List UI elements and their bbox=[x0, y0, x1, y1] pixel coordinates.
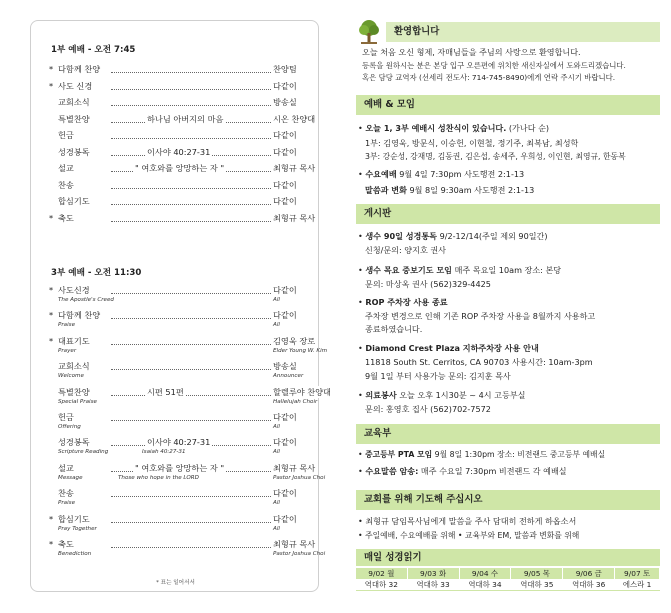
program-row bbox=[49, 411, 311, 423]
program-row bbox=[49, 335, 316, 347]
dot-leader bbox=[111, 179, 271, 189]
program-item-leader: 방송실 bbox=[273, 97, 297, 107]
program-row bbox=[49, 129, 311, 141]
program-row bbox=[49, 284, 311, 296]
english-leader: Elder Young W. Kim bbox=[273, 347, 328, 354]
english-label: Benediction bbox=[58, 551, 92, 557]
reading-passage: 역대하 35 bbox=[511, 579, 563, 591]
dot-leader bbox=[111, 411, 271, 421]
program-row-english bbox=[58, 525, 320, 534]
program-row-english bbox=[58, 296, 320, 305]
program-item-label: 특별찬양 bbox=[58, 386, 90, 397]
board-item-b-line-2: 문의: 마상옥 권사 (562)329-4425 bbox=[365, 279, 491, 289]
program-row bbox=[49, 80, 311, 92]
prayer-line-1: • 최형규 담임목사님에게 말씀을 주사 담대히 전하게 하옵소서 bbox=[358, 516, 577, 526]
board-item-d: • Diamond Crest Plaza 지하주차장 사용 안내 bbox=[358, 343, 539, 353]
program-row-english bbox=[58, 372, 320, 381]
program-item-label: 다함께 찬양 bbox=[58, 310, 101, 321]
program-item-leader: 김영욱 장로 bbox=[273, 335, 316, 346]
program-item-detail: " 여호와를 앙망하는 자 " bbox=[135, 163, 225, 173]
education-item-b: • 수요말씀 암송: 매주 수요일 7:30pm 비전랜드 각 예배실 bbox=[358, 466, 567, 476]
dot-leader bbox=[111, 513, 271, 523]
program-item-label: 사도신경 bbox=[58, 285, 90, 295]
prayer-line-2: • 주일예배, 수요예배를 위해 • 교육부와 EM, 말씀과 변화를 위해 bbox=[358, 531, 580, 540]
program-item-leader: 방송실 bbox=[273, 361, 297, 372]
program-item-detail: 하나님 아버지의 마음 bbox=[147, 113, 224, 124]
reading-date: 9/06 금 bbox=[563, 568, 615, 579]
education-header: 교육부 bbox=[356, 424, 660, 444]
program-row bbox=[49, 436, 311, 448]
program-item-label: 찬송 bbox=[58, 179, 74, 190]
program-row bbox=[49, 212, 316, 224]
board-item-e-line-2: 문의: 홍영호 집사 (562)702-7572 bbox=[365, 404, 491, 414]
board-item-c-line-2: 주차장 변경으로 인해 기존 ROP 주차장 사용을 8월까지 사용하고 bbox=[365, 311, 596, 321]
board-item-e: • 의료봉사 오늘 오후 1시30분 ~ 4시 고등부실 bbox=[358, 390, 526, 400]
board-item-d-line-2: 11818 South St. Cerritos, CA 90703 사용시간: 10am-3pm bbox=[365, 357, 593, 367]
board-item-c-line-3: 종료하였습니다. bbox=[365, 324, 423, 334]
program-item-label: 찬송 bbox=[58, 488, 74, 499]
program-row bbox=[49, 113, 316, 125]
reading-passage: 역대하 32 bbox=[356, 579, 407, 591]
program-item-label: 교회소식 bbox=[58, 97, 90, 107]
program-item-label: 헌금 bbox=[58, 130, 74, 140]
english-detail: Isaiah 40:27-31 bbox=[142, 449, 186, 456]
program-item-label: 특별찬양 bbox=[58, 113, 90, 124]
program-row-english bbox=[58, 321, 320, 330]
program-item-label: 축도 bbox=[58, 539, 74, 549]
prayer-header: 교회를 위해 기도해 주십시오 bbox=[356, 490, 660, 510]
program-row-english bbox=[58, 347, 328, 356]
program-row bbox=[49, 309, 311, 321]
program-item-leader: 다같이 bbox=[273, 437, 297, 448]
english-leader: All bbox=[273, 297, 280, 303]
welcome-header: 환영합니다 bbox=[386, 22, 660, 42]
board-item-a: • 생수 90일 성경통독 9/2-12/14(주일 제외 90일간) bbox=[358, 231, 548, 241]
program-row-english bbox=[58, 448, 320, 457]
standing-footnote: * 표는 일어서서 bbox=[156, 580, 195, 586]
program-item-leader: 다같이 bbox=[273, 130, 297, 140]
program-item-leader: 할렐루야 찬양대 bbox=[273, 386, 331, 397]
worship-item-1-line-2: 1부: 김영욱, 방문식, 이승헌, 이현철, 정기주, 최복남, 최성학 bbox=[365, 138, 579, 148]
tree-icon bbox=[358, 19, 380, 45]
program-item-detail: 이사야 40:27-31 bbox=[147, 146, 211, 157]
program-row bbox=[49, 538, 316, 550]
program-item-leader: 다같이 bbox=[273, 285, 297, 295]
program-row bbox=[49, 487, 311, 499]
program-item-label: 헌금 bbox=[58, 412, 74, 422]
english-leader: Pastor Joshua Choi bbox=[273, 551, 326, 557]
reading-date: 9/07 토 bbox=[615, 568, 660, 579]
dot-leader bbox=[111, 212, 271, 222]
program-item-label: 다함께 찬양 bbox=[58, 64, 101, 74]
english-label: Pray Together bbox=[58, 525, 97, 532]
board-item-a-line-2: 신청/문의: 양지호 권사 bbox=[365, 245, 446, 255]
standing-mark: * bbox=[49, 513, 54, 524]
program-row-english bbox=[58, 423, 320, 432]
dot-leader bbox=[111, 96, 271, 106]
service1-title: 1부 예배 - 오전 7:45 bbox=[51, 45, 136, 55]
bible-reading-header: 매일 성경읽기 bbox=[356, 549, 660, 566]
dot-leader bbox=[111, 487, 271, 497]
education-item-a: • 중고등부 PTA 모임 9월 8일 1:30pm 장소: 비전랜드 중고등부 예배실 bbox=[358, 450, 606, 459]
reading-passage: 역대하 33 bbox=[407, 579, 459, 591]
program-row bbox=[49, 179, 311, 191]
dot-leader bbox=[111, 195, 271, 205]
english-label: Praise bbox=[58, 500, 76, 507]
dot-leader bbox=[111, 129, 271, 139]
standing-mark: * bbox=[49, 212, 54, 223]
english-leader: All bbox=[273, 449, 280, 456]
program-item-label: 성경봉독 bbox=[58, 437, 90, 448]
program-item-detail: 이사야 40:27-31 bbox=[147, 437, 211, 448]
english-leader: All bbox=[273, 525, 280, 532]
order-of-worship-card bbox=[30, 20, 331, 592]
program-item-leader: 다같이 bbox=[273, 488, 297, 499]
program-item-leader: 시온 찬양대 bbox=[273, 113, 316, 124]
reading-date: 9/03 화 bbox=[407, 568, 459, 579]
program-item-label: 축도 bbox=[58, 212, 74, 223]
worship-item-1: • 오늘 1, 3부 예배시 성찬식이 있습니다. (가나다 순) bbox=[358, 123, 550, 133]
program-item-leader: 다같이 bbox=[273, 196, 297, 206]
standing-mark: * bbox=[49, 64, 54, 74]
reading-date: 9/04 수 bbox=[459, 568, 511, 579]
reading-passage: 역대하 36 bbox=[563, 579, 615, 591]
english-label: Prayer bbox=[58, 347, 77, 354]
program-item-label: 합심기도 bbox=[58, 196, 90, 206]
english-leader: All bbox=[273, 322, 280, 329]
standing-mark: * bbox=[49, 310, 54, 321]
program-row bbox=[49, 462, 316, 474]
program-row bbox=[49, 360, 311, 372]
worship-item-1-line-3: 3부: 강순성, 강재명, 김동권, 김은섭, 송세주, 우희성, 이인현, 최영규, 한동복 bbox=[365, 152, 626, 161]
english-leader: All bbox=[273, 424, 280, 430]
program-item-label: 설교 bbox=[58, 462, 74, 473]
program-item-label: 사도 신경 bbox=[58, 80, 93, 91]
english-label: Message bbox=[58, 474, 83, 481]
bible-reading-table bbox=[356, 568, 660, 591]
standing-mark: * bbox=[49, 335, 54, 346]
dot-leader bbox=[111, 309, 271, 319]
worship-item-3: 말씀과 변화 9월 8일 9:30am 사도행전 2:1-13 bbox=[365, 185, 535, 195]
program-row-english bbox=[58, 550, 326, 559]
program-item-leader: 다같이 bbox=[273, 310, 297, 321]
program-row-english bbox=[58, 474, 326, 483]
program-row bbox=[49, 96, 311, 108]
worship-item-2: • 수요예배 9월 4일 7:30pm 사도행전 2:1-13 bbox=[358, 169, 525, 179]
program-item-leader: 최형규 목사 bbox=[273, 539, 316, 549]
welcome-line-1: 오늘 처음 오신 형제, 자매님들을 주님의 사랑으로 환영합니다. bbox=[362, 47, 581, 57]
program-item-leader: 찬양팀 bbox=[273, 64, 297, 74]
program-item-label: 설교 bbox=[58, 163, 74, 173]
english-label: Offering bbox=[58, 424, 81, 430]
dot-leader bbox=[111, 335, 271, 345]
program-item-detail: " 여호와를 앙망하는 자 " bbox=[135, 462, 225, 473]
program-item-detail: 시편 51편 bbox=[147, 386, 184, 397]
reading-date: 9/05 목 bbox=[511, 568, 563, 579]
program-row-english bbox=[58, 398, 320, 407]
english-leader: All bbox=[273, 500, 280, 507]
dot-leader bbox=[111, 538, 271, 548]
english-label: Welcome bbox=[58, 373, 84, 380]
program-row bbox=[49, 513, 311, 525]
program-item-leader: 다같이 bbox=[273, 146, 297, 157]
program-item-leader: 최형규 목사 bbox=[273, 212, 316, 223]
program-row bbox=[49, 63, 311, 75]
english-leader: Announcer bbox=[273, 373, 304, 380]
english-label: Special Praise bbox=[58, 398, 97, 405]
english-leader: Pastor Joshua Choi bbox=[273, 474, 326, 481]
dot-leader bbox=[111, 386, 271, 396]
program-item-label: 합심기도 bbox=[58, 513, 90, 524]
reading-date: 9/02 월 bbox=[356, 568, 407, 579]
program-item-label: 성경봉독 bbox=[58, 146, 90, 157]
service3-title: 3부 예배 - 오전 11:30 bbox=[51, 268, 142, 278]
program-item-leader: 최형규 목사 bbox=[273, 163, 316, 173]
board-item-d-line-3: 9월 1일 부터 사용가능 문의: 김지훈 목사 bbox=[365, 371, 511, 381]
english-detail: Those who hope in the LORD bbox=[118, 474, 199, 481]
program-item-leader: 최형규 목사 bbox=[273, 462, 316, 473]
english-label: Scripture Reading bbox=[58, 449, 109, 456]
dot-leader bbox=[111, 284, 271, 294]
reading-passage: 역대하 34 bbox=[459, 579, 511, 591]
board-item-b: • 생수 목요 중보기도 모임 매주 목요일 10am 장소: 본당 bbox=[358, 265, 562, 275]
standing-mark: * bbox=[49, 285, 54, 295]
program-item-label: 대표기도 bbox=[58, 335, 90, 346]
program-row bbox=[49, 162, 316, 174]
dot-leader bbox=[111, 80, 271, 90]
program-row bbox=[49, 195, 311, 207]
standing-mark: * bbox=[49, 80, 54, 91]
dot-leader bbox=[111, 360, 271, 370]
welcome-line-2: 등록을 원하시는 분은 본당 입구 오른편에 위치한 새신자실에서 도와드리겠습니다. bbox=[362, 61, 626, 70]
program-item-leader: 다같이 bbox=[273, 80, 297, 91]
reading-passage: 에스라 1 bbox=[615, 579, 660, 591]
board-header: 게시판 bbox=[356, 204, 660, 224]
welcome-line-3: 혹은 담당 교역자 (선세리 전도사: 714-745-8490)에게 연락 주시기 바랍니다. bbox=[362, 73, 616, 82]
program-item-leader: 다같이 bbox=[273, 412, 297, 422]
english-label: Praise bbox=[58, 322, 76, 329]
program-item-leader: 다같이 bbox=[273, 179, 297, 190]
standing-mark: * bbox=[49, 539, 54, 549]
program-item-leader: 다같이 bbox=[273, 513, 297, 524]
english-label: The Apostle's Creed bbox=[58, 297, 114, 303]
worship-header: 예배 & 모임 bbox=[356, 95, 660, 115]
program-row bbox=[49, 146, 311, 158]
program-row bbox=[49, 386, 331, 398]
program-item-label: 교회소식 bbox=[58, 361, 90, 372]
dot-leader bbox=[111, 63, 271, 73]
english-leader: Hallelujah Choir bbox=[273, 398, 318, 405]
board-item-c: • ROP 주차장 사용 종료 bbox=[358, 297, 448, 307]
program-row-english bbox=[58, 499, 320, 508]
